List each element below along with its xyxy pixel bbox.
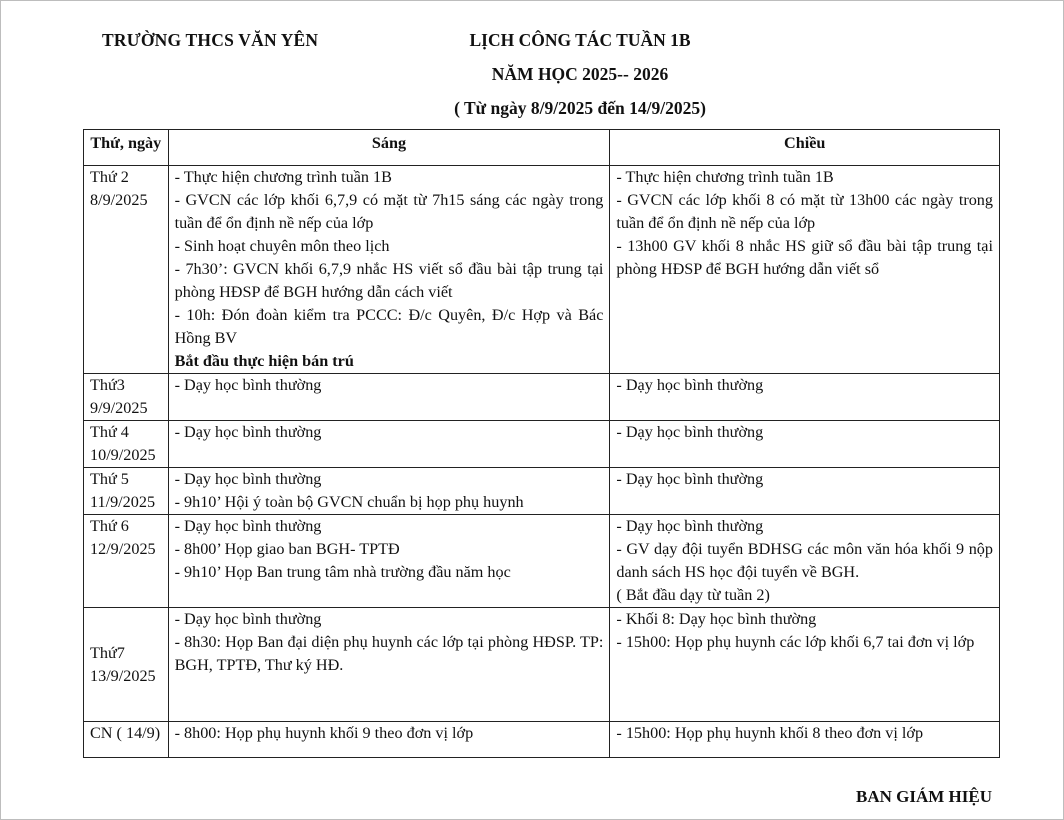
header-day: Thứ, ngày (84, 130, 169, 166)
afternoon-item: - 15h00: Họp phụ huynh các lớp khối 6,7 tai đơn vị lớp (616, 633, 975, 651)
header-afternoon: Chiều (610, 130, 1000, 166)
document-title: LỊCH CÔNG TÁC TUẦN 1B (469, 30, 691, 50)
day-date: 10/9/2025 (90, 446, 156, 464)
morning-cell (168, 374, 610, 421)
day-cell (84, 722, 169, 758)
day-date: 8/9/2025 (90, 191, 148, 209)
day-date: 12/9/2025 (90, 540, 156, 558)
table-row (84, 515, 1000, 608)
afternoon-item: - Dạy học bình thường (616, 470, 764, 488)
table-header-row (84, 130, 1000, 166)
table-row (84, 722, 1000, 758)
date-range: ( Từ ngày 8/9/2025 đến 14/9/2025) (454, 98, 706, 118)
morning-item: - 9h10’ Hội ý toàn bộ GVCN chuẩn bị họp phụ huynh (174, 493, 524, 511)
afternoon-cell (610, 166, 1000, 374)
afternoon-item: - GVCN các lớp khối 8 có mặt từ 13h00 các ngày trong tuần để ổn định nề nếp của lớp (616, 191, 993, 232)
afternoon-cell (610, 374, 1000, 421)
morning-cell (168, 608, 610, 722)
afternoon-item: - Thực hiện chương trình tuần 1B (616, 168, 834, 186)
morning-item: - Dạy học bình thường (174, 517, 322, 535)
morning-item: - Dạy học bình thường (174, 610, 322, 628)
day-date: 11/9/2025 (90, 493, 156, 511)
day-date: 9/9/2025 (90, 399, 148, 417)
afternoon-cell (610, 468, 1000, 515)
day-label: Thứ7 (90, 643, 125, 662)
day-cell (84, 421, 169, 468)
day-cell (84, 166, 169, 374)
day-label: Thứ 4 (90, 423, 129, 441)
afternoon-item: - Dạy học bình thường (616, 376, 764, 394)
morning-item: - 10h: Đón đoàn kiểm tra PCCC: Đ/c Quyên, Đ/c Hợp và Bác Hồng BV (174, 306, 604, 347)
afternoon-cell (610, 515, 1000, 608)
morning-item: - 8h00: Họp phụ huynh khối 9 theo đơn vị lớp (174, 724, 474, 742)
day-label: Thứ3 (90, 376, 125, 394)
day-label: Thứ 2 (90, 168, 129, 186)
day-label: Thứ 5 (90, 470, 129, 488)
table-row (84, 608, 1000, 722)
table-row (84, 166, 1000, 374)
afternoon-item: - Dạy học bình thường (616, 517, 764, 535)
signature-label: BAN GIÁM HIỆU (856, 787, 993, 806)
day-cell (84, 515, 169, 608)
school-name: TRƯỜNG THCS VĂN YÊN (102, 30, 319, 50)
afternoon-item: - 13h00 GV khối 8 nhắc HS giữ sổ đầu bài tập trung tại phòng HĐSP để BGH hướng dẫn viết sổ (616, 237, 993, 278)
morning-item-emphasis: Bắt đầu thực hiện bán trú (174, 352, 354, 370)
afternoon-cell (610, 722, 1000, 758)
morning-cell (168, 468, 610, 515)
morning-cell (168, 421, 610, 468)
afternoon-item: ( Bắt đầu dạy từ tuần 2) (616, 586, 770, 604)
day-cell (84, 468, 169, 515)
morning-item: - GVCN các lớp khối 6,7,9 có mặt từ 7h15 sáng các ngày trong tuần để ổn định nề nếp của lớp (174, 191, 604, 232)
day-label: CN ( 14/9) (90, 724, 161, 742)
schedule-table (83, 129, 1000, 758)
table-row (84, 374, 1000, 421)
morning-item: - 7h30’: GVCN khối 6,7,9 nhắc HS viết sổ đầu bài tập trung tại phòng HĐSP để BGH hướng dẫn cách viết (174, 260, 604, 301)
morning-cell (168, 166, 610, 374)
morning-item: - Dạy học bình thường (174, 423, 322, 441)
header-morning: Sáng (168, 130, 610, 166)
day-cell (84, 608, 169, 722)
morning-cell (168, 515, 610, 608)
morning-item: - Dạy học bình thường (174, 470, 322, 488)
table-row (84, 468, 1000, 515)
table-row (84, 421, 1000, 468)
day-date: 13/9/2025 (90, 666, 156, 685)
morning-item: - 9h10’ Họp Ban trung tâm nhà trường đầu năm học (174, 563, 511, 581)
afternoon-item: - Dạy học bình thường (616, 423, 764, 441)
school-year: NĂM HỌC 2025-- 2026 (491, 64, 669, 84)
afternoon-item: - GV dạy đội tuyển BDHSG các môn văn hóa khối 9 nộp danh sách HS học đội tuyển về BGH. (616, 540, 993, 581)
morning-cell (168, 722, 610, 758)
afternoon-cell (610, 608, 1000, 722)
afternoon-item: - 15h00: Họp phụ huynh khối 8 theo đơn vị lớp (616, 724, 924, 742)
morning-item: - Dạy học bình thường (174, 376, 322, 394)
morning-item: - Thực hiện chương trình tuần 1B (174, 168, 392, 186)
morning-item: - 8h30: Họp Ban đại diện phụ huynh các lớp tại phòng HĐSP. TP: BGH, TPTĐ, Thư ký HĐ. (174, 633, 604, 674)
afternoon-cell (610, 421, 1000, 468)
day-label: Thứ 6 (90, 517, 129, 535)
afternoon-item: - Khối 8: Dạy học bình thường (616, 610, 817, 628)
morning-item: - 8h00’ Họp giao ban BGH- TPTĐ (174, 540, 400, 558)
morning-item: - Sinh hoạt chuyên môn theo lịch (174, 237, 390, 255)
day-cell (84, 374, 169, 421)
